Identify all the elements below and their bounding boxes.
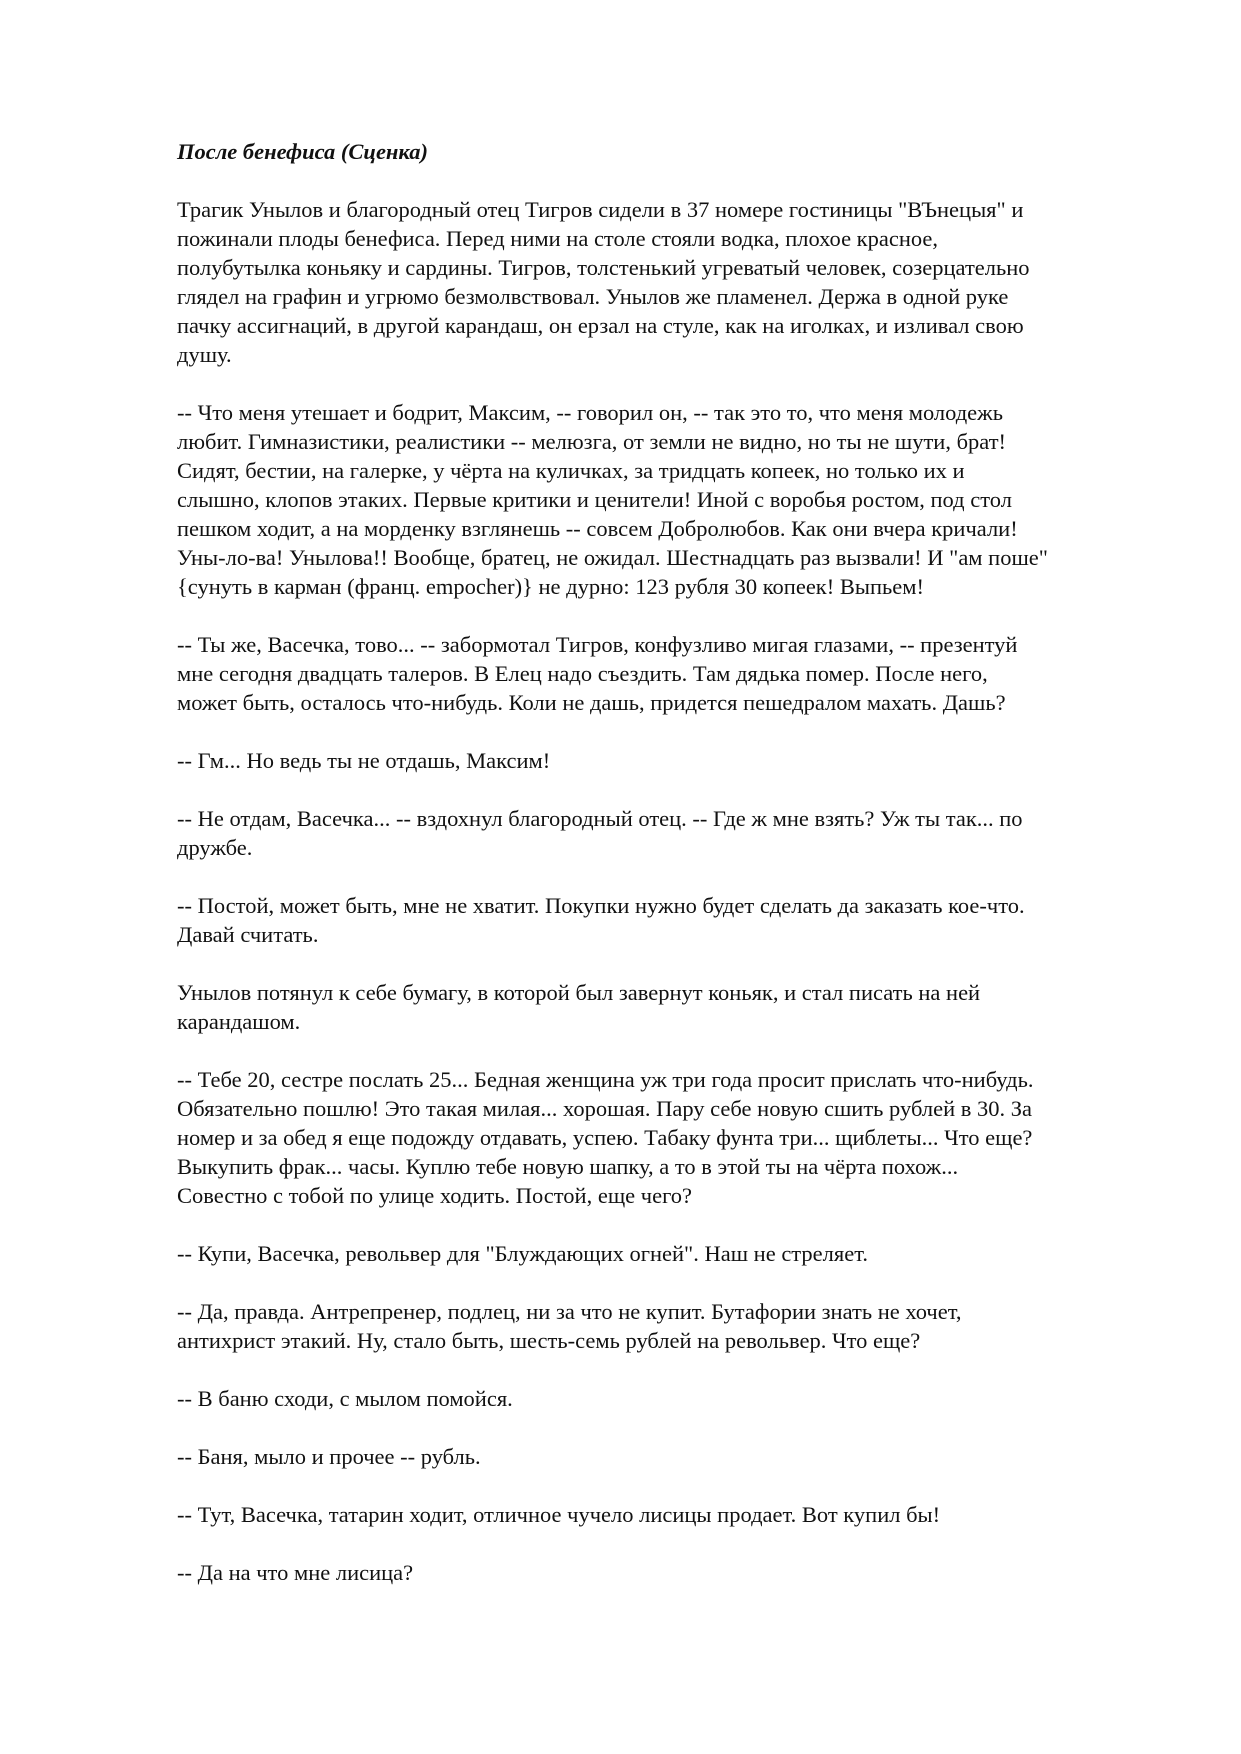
paragraph-4: -- Гм... Но ведь ты не отдашь, Максим! <box>177 748 551 773</box>
paragraph-1: Трагик Унылов и благородный отец Тигров сидели в 37 номере гостиницы "ВЪнецыя" и пожинали плоды бенефиса. Перед ними на столе стояли водка, плохое красное, полубутылка коньяку и сардины. Тигров, толстенький угреватый человек, созерцательно глядел на графин и угрюмо безмолвствовал. Унылов же пламенел. Держа в одной руке пачку ассигнаций, в другой карандаш, он ерзал на стуле, как на иголках, и изливал свою душу. <box>177 197 1030 367</box>
paragraph-6: -- Постой, может быть, мне не хватит. Покупки нужно будет сделать да заказать кое-что. Давай считать. <box>177 893 1025 947</box>
paragraph-3: -- Ты же, Васечка, тово... -- забормотал Тигров, конфузливо мигая глазами, -- презентуй мне сегодня двадцать талеров. В Елец надо съездить. Там дядька помер. После него, может быть, осталось что-нибудь. Коли не дашь, придется пешедралом махать. Дашь? <box>177 632 1018 715</box>
paragraph-8: -- Тебе 20, сестре послать 25... Бедная женщина уж три года просит прислать что-нибудь. Обязательно пошлю! Это такая милая... хорошая. Пару себе новую сшить рублей в 30. За номер и за обед я еще подожду отдавать, успею. Табаку фунта три... щиблеты... Что еще? Выкупить фрак... часы. Куплю тебе новую шапку, а то в этой ты на чёрта похож... Совестно с тобой по улице ходить. Постой, еще чего? <box>177 1067 1034 1208</box>
paragraph-13: -- Тут, Васечка, татарин ходит, отличное чучело лисицы продает. Вот купил бы! <box>177 1502 941 1527</box>
paragraph-7: Унылов потянул к себе бумагу, в которой был завернут коньяк, и стал писать на ней карандашом. <box>177 980 981 1034</box>
paragraph-12: -- Баня, мыло и прочее -- рубль. <box>177 1444 481 1469</box>
paragraph-11: -- В баню сходи, с мылом помойся. <box>177 1386 513 1411</box>
paragraph-9: -- Купи, Васечка, револьвер для "Блуждающих огней". Наш не стреляет. <box>177 1241 868 1266</box>
paragraph-10: -- Да, правда. Антрепренер, подлец, ни за что не купит. Бутафории знать не хочет, антихрист этакий. Ну, стало быть, шесть-семь рублей на револьвер. Что еще? <box>177 1299 962 1353</box>
paragraph-2: -- Что меня утешает и бодрит, Максим, -- говорил он, -- так это то, что меня молодежь любит. Гимназистики, реалистики -- мелюзга, от земли не видно, но ты не шути, брат! Сидят, бестии, на галерке, у чёрта на куличках, за тридцать копеек, но только их и слышно, клопов этаких. Первые критики и ценители! Иной с воробья ростом, под стол пешком ходит, а на морденку взглянешь -- совсем Добролюбов. Как они вчера кричали! Уны-ло-ва! Унылова!! Вообще, братец, не ожидал. Шестнадцать раз вызвали! И "ам поше" {сунуть в карман (франц. empocher)} не дурно: 123 рубля 30 копеек! Выпьем! <box>177 400 1048 599</box>
document-page <box>177 137 1152 1616</box>
paragraph-5: -- Не отдам, Васечка... -- вздохнул благородный отец. -- Где ж мне взять? Уж ты так... по дружбе. <box>177 806 1023 860</box>
paragraph-14: -- Да на что мне лисица? <box>177 1560 414 1585</box>
document-title: После бенефиса (Сценка) <box>177 139 429 164</box>
